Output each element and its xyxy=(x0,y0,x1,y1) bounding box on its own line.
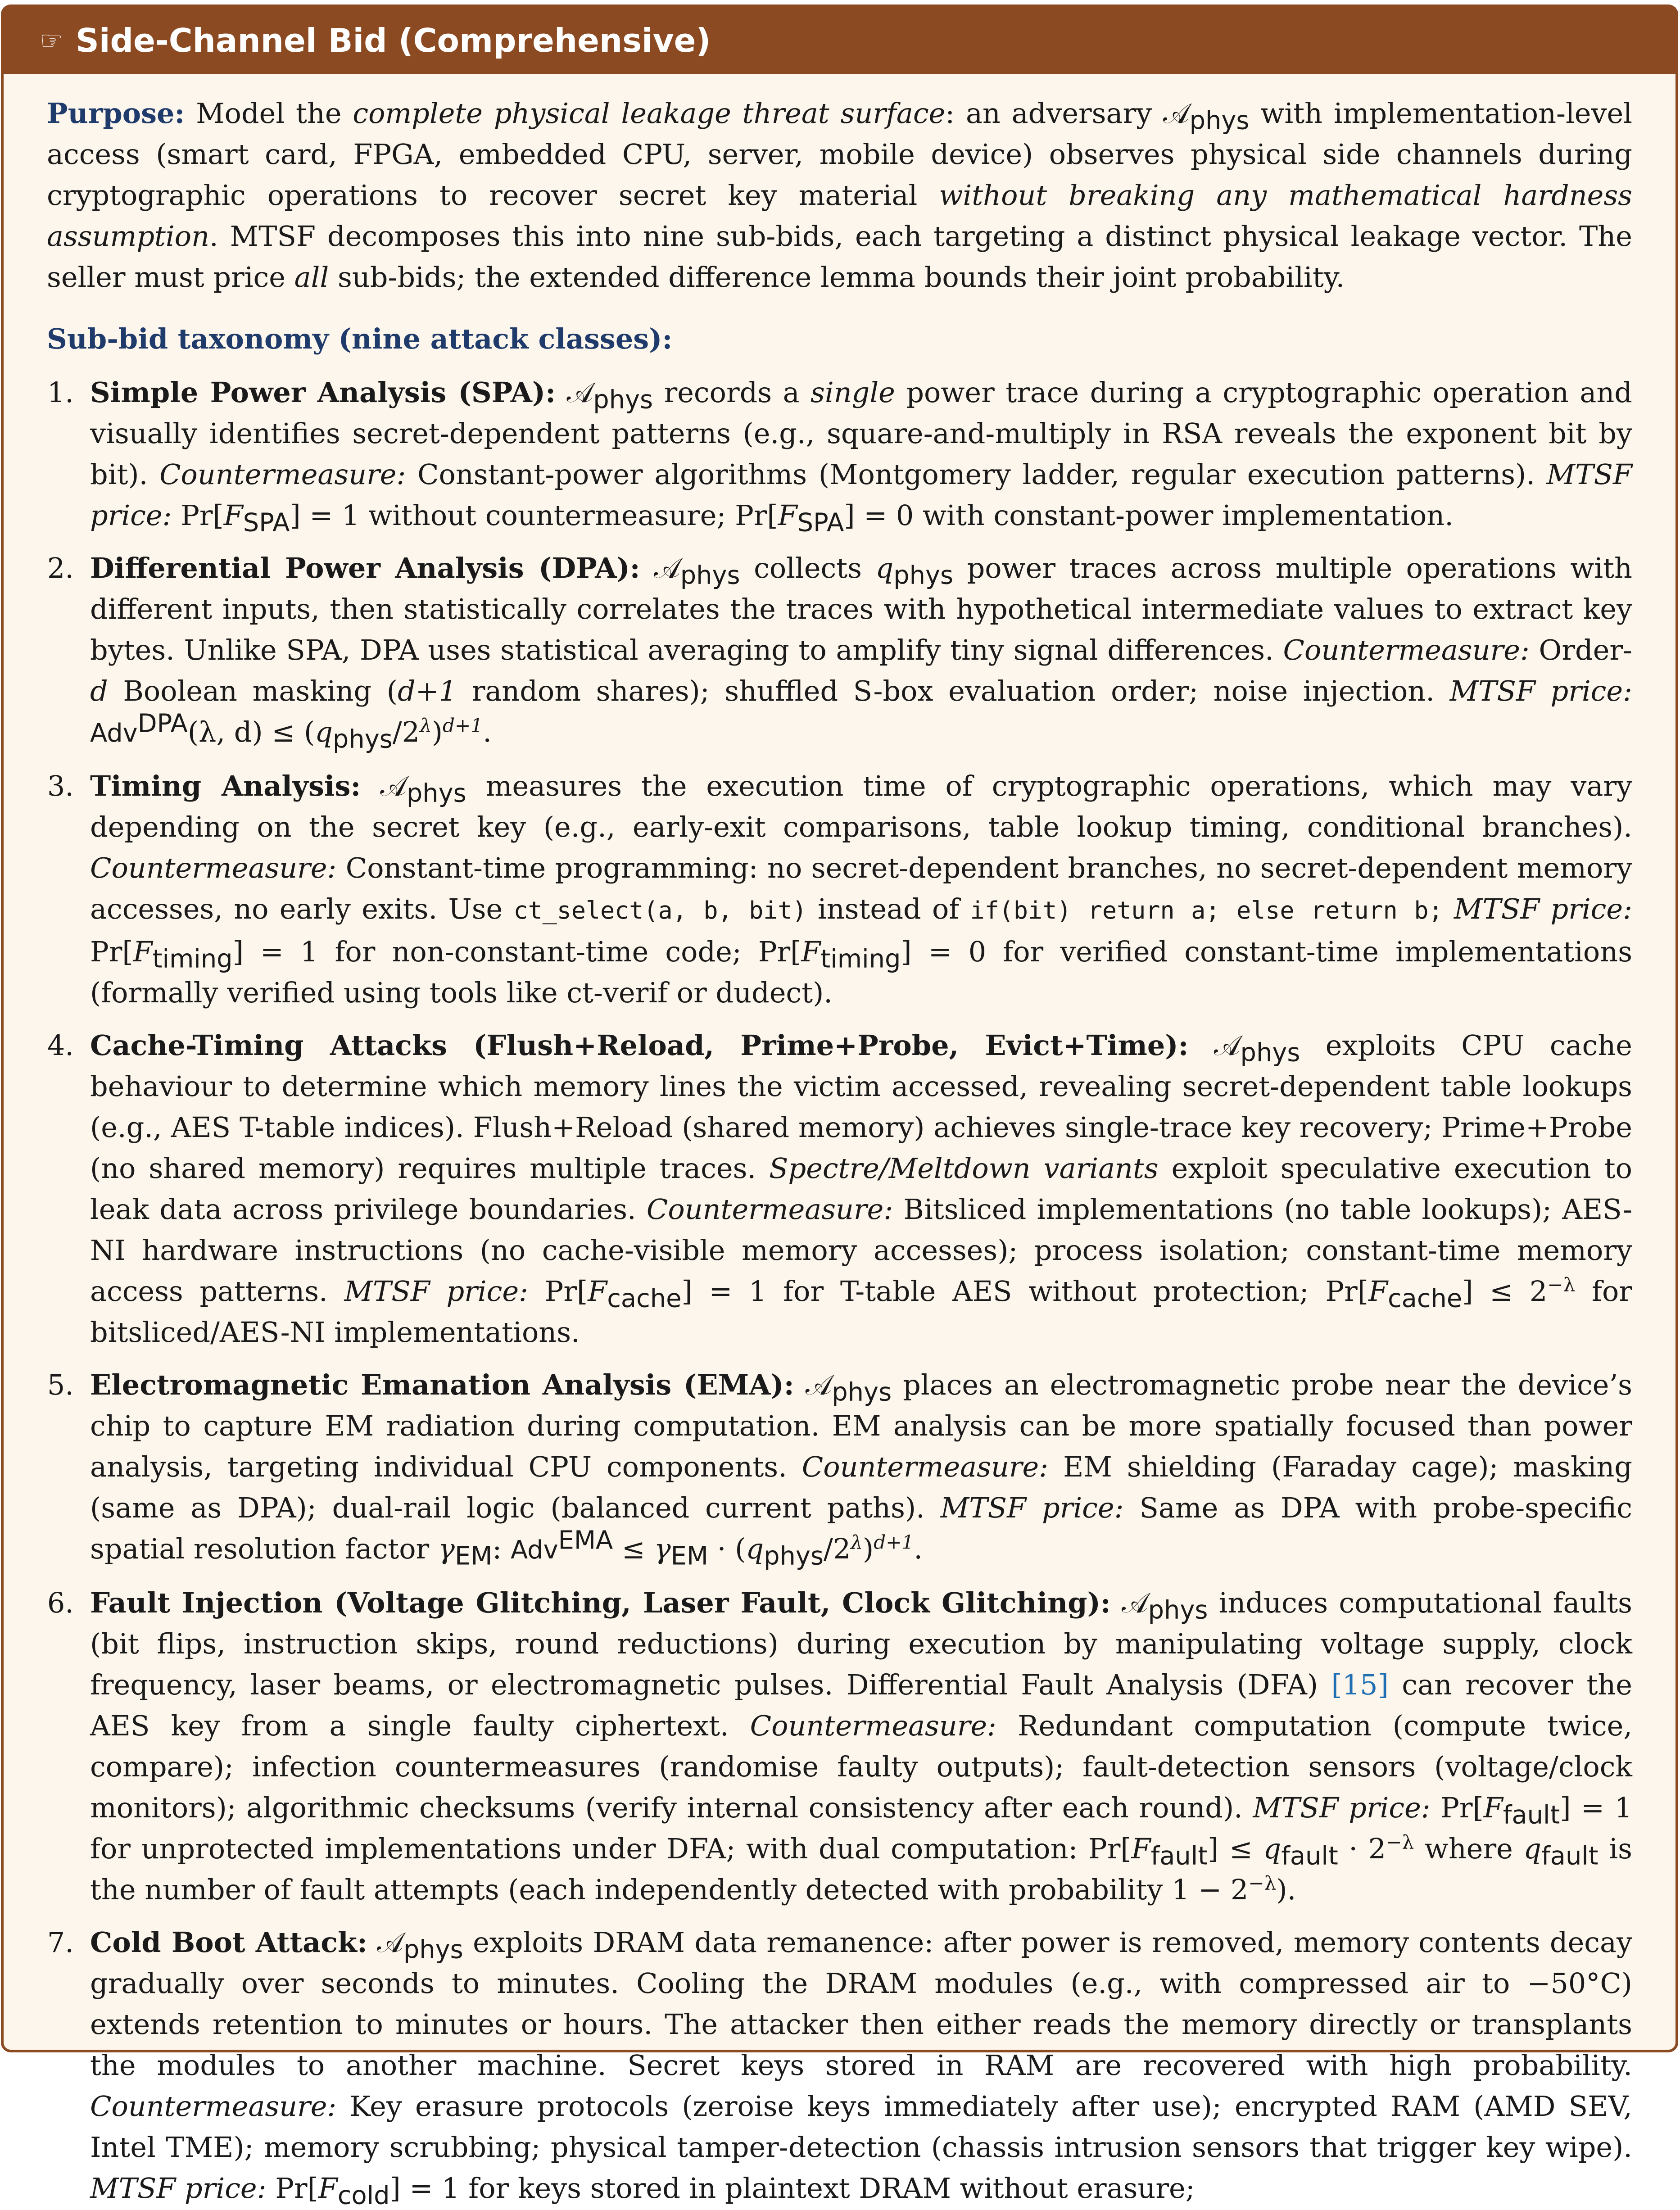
adversary-symbol: 𝒜$_{phys}$ xyxy=(566,376,653,415)
item-number: 4. xyxy=(47,1029,74,1062)
formula: $Pr[F_{timing}] = 1$ xyxy=(90,935,318,974)
list-item-ema: 5. Electromagnetic Emanation Analysis (EMA): 𝒜$_{phys}$ places an electromagnetic probe near the device’s chip to capture EM radiation during computation. EM analysis can be more spatially focused than power analysis, targeting individual CPU components. Countermeasure: EM shielding (Faraday cage); masking (same as DPA); dual-rail logic (balanced current paths). MTSF price: Same as DPA with probe-specific spatial resolution factor $\gamma_{EM}$: $Adv^{EMA} \le \gamma_{EM} \cdot (q_{phys}/2^\lambda)^{d+1}$. xyxy=(47,1364,1632,1571)
code-snippet: ct_select(a, b, bit) xyxy=(513,897,807,924)
list-item-timing: 3. Timing Analysis: 𝒜$_{phys}$ measures the execution time of cryptographic operations, which may vary depending on the secret key (e.g., early-exit comparisons, table lookup timing, conditional branches). Countermeasure: Constant-time programming: no secret-dependent branches, no secret-dependent memory accesses, no early exits. Use ct_select(a, b, bit) instead of if(bit) return a; else return b; MTSF price: $Pr[F_{timing}] = 1$ for non-constant-time code; $Pr[F_{timing}] = 0$ for verified constant-time implementations (formally verified using tools like ct-verif or dudect). xyxy=(47,765,1632,1013)
adversary-symbol: 𝒜$_{phys}$ xyxy=(377,1926,463,1965)
countermeasure-label: Countermeasure: xyxy=(750,1709,996,1742)
box-content xyxy=(4,74,1675,2209)
section-title: Sub-bid taxonomy (nine attack classes): xyxy=(47,322,673,355)
formula: $q_{fault}$ xyxy=(1523,1832,1598,1871)
citation-link[interactable]: [15] xyxy=(1331,1668,1389,1701)
emphasis: complete physical leakage threat surface xyxy=(353,97,946,130)
formula: $q_{phys}$ xyxy=(875,552,954,590)
item-number: 3. xyxy=(47,770,74,802)
list-item-dpa: 2. Differential Power Analysis (DPA): 𝒜$_{phys}$ collects $q_{phys}$ power traces across multiple operations with different inputs, then statistically correlates the traces with hypothetical intermediate values to extract key bytes. Unlike SPA, DPA uses statistical averaging to amplify tiny signal differences. Countermeasure: Order-d Boolean masking (d+1 random shares); shuffled S-box evaluation order; noise injection. MTSF price: Adv$^{DPA}$(λ, $d) \le (q_{phys}/2^\lambda)^{d+1}$. xyxy=(47,548,1632,754)
box-title: Side-Channel Bid (Comprehensive) xyxy=(76,22,711,59)
code-snippet: if(bit) return a; else return b; xyxy=(970,897,1443,924)
adversary-symbol: 𝒜$_{phys}$ xyxy=(805,1368,892,1407)
countermeasure-label: Countermeasure: xyxy=(646,1193,893,1226)
side-channel-bid-box xyxy=(1,5,1678,2210)
adversary-symbol: 𝒜$_{phys}$ xyxy=(380,770,466,808)
formula: $Pr[F_{cache}] \le 2^{-\lambda}$ xyxy=(1325,1273,1576,1313)
price-label: MTSF price: xyxy=(1449,675,1632,707)
item-name: Simple Power Analysis (SPA): xyxy=(90,376,556,409)
emphasis: all xyxy=(294,261,329,294)
item-number: 6. xyxy=(47,1586,74,1619)
countermeasure-label: Countermeasure: xyxy=(90,851,337,884)
text: . MTSF decomposes this into nine sub-bids, each targeting a distinct physical leakage vector. The seller must price xyxy=(47,220,1632,294)
formula: $Pr[F_{SPA}] = 1$ xyxy=(181,499,360,538)
text: : an adversary xyxy=(945,97,1152,130)
text: with implementation-level access (smart card, FPGA, embedded CPU, server, mobile device) observes physical side channels during cryptographic operations to recover secret key material xyxy=(47,97,1633,212)
countermeasure-label: Countermeasure: xyxy=(802,1450,1049,1483)
text: sub-bids; the extended difference lemma bounds their joint probability. xyxy=(338,261,1345,294)
purpose-paragraph xyxy=(47,93,1632,298)
formula: $Pr[F_{fault}] = 1$ xyxy=(1440,1791,1632,1830)
item-name: Timing Analysis: xyxy=(90,770,361,802)
adversary-symbol: 𝒜$_{phys}$ xyxy=(654,552,740,590)
item-name: Fault Injection (Voltage Glitching, Laser Fault, Clock Glitching): xyxy=(90,1586,1111,1619)
item-number: 7. xyxy=(47,1926,74,1959)
formula: Adv$^{DPA}$(λ, $d) \le (q_{phys}/2^\lambda)^{d+1}$. xyxy=(90,709,492,754)
price-label: MTSF price: xyxy=(90,2172,267,2205)
adversary-symbol: 𝒜$_{phys}$ xyxy=(1214,1029,1300,1068)
list-item-cache-timing: 4. Cache-Timing Attacks (Flush+Reload, Prime+Probe, Evict+Time): 𝒜$_{phys}$ exploits CPU cache behaviour to determine which memory lines the victim accessed, revealing secret-dependent table lookups (e.g., AES T-table indices). Flush+Reload (shared memory) achieves single-trace key recovery; Prime+Probe (no shared memory) requires multiple traces. Spectre/Meltdown variants exploit speculative execution to leak data across privilege boundaries. Countermeasure: Bitsliced implementations (no table lookups); AES-NI hardware instructions (no cache-visible memory accesses); process isolation; constant-time memory access patterns. MTSF price: $Pr[F_{cache}] = 1$ for T-table AES without protection; $Pr[F_{cache}] \le 2^{-\lambda}$ for bitsliced/AES-NI implementations. xyxy=(47,1025,1632,1353)
formula: $Pr[F_{timing}] = 0$ xyxy=(758,935,987,974)
price-label: MTSF price: xyxy=(90,458,1632,532)
formula: $Pr[F_{cold}] = 1$ xyxy=(275,2172,460,2210)
formula: $Pr[F_{cache}] = 1$ xyxy=(544,1275,767,1313)
pointing-hand-icon: ☞ xyxy=(40,25,63,56)
item-name: Cache-Timing Attacks (Flush+Reload, Prime+Probe, Evict+Time): xyxy=(90,1029,1189,1062)
price-label: MTSF price: xyxy=(1253,1791,1431,1824)
list-item-cold-boot: 7. Cold Boot Attack: 𝒜$_{phys}$ exploits DRAM data remanence: after power is removed, memory contents decay gradually over seconds to minutes. Cooling the DRAM modules (e.g., with compressed air to −50°C) extends retention to minutes or hours. The attacker then either reads the memory directly or transplants the modules to another machine. Secret keys stored in RAM are recovered with high probability. Countermeasure: Key erasure protocols (zeroise keys immediately after use); encrypted RAM (AMD SEV, Intel TME); memory scrubbing; physical tamper-detection (chassis intrusion sensors that trigger key wipe). MTSF price: $Pr[F_{cold}] = 1$ for keys stored in plaintext DRAM without erasure; xyxy=(47,1922,1632,2209)
item-name: Electromagnetic Emanation Analysis (EMA): xyxy=(90,1368,794,1401)
text: Model the xyxy=(196,97,342,130)
adversary-symbol: 𝒜$_{phys}$ xyxy=(1121,1586,1208,1625)
formula: $Pr[F_{SPA}] = 0$ xyxy=(735,499,914,538)
countermeasure-label: Countermeasure: xyxy=(1283,634,1530,666)
price-label: MTSF price: xyxy=(940,1491,1124,1524)
list-item-spa: 1. Simple Power Analysis (SPA): 𝒜$_{phys}$ records a single power trace during a cryptographic operation and visually identifies secret-dependent patterns (e.g., square-and-multiply in RSA reveals the exponent bit by bit). Countermeasure: Constant-power algorithms (Montgomery ladder, regular execution patterns). MTSF price: $Pr[F_{SPA}] = 1$ without countermeasure; $Pr[F_{SPA}] = 0$ with constant-power implementation. xyxy=(47,372,1632,536)
item-name: Cold Boot Attack: xyxy=(90,1926,367,1959)
item-number: 1. xyxy=(47,376,74,409)
emphasis: without breaking any mathematical hardness assumption xyxy=(47,179,1632,253)
formula: $\gamma_{EM}$: $Adv^{EMA} \le \gamma_{EM} \cdot (q_{phys}/2^\lambda)^{d+1}$. xyxy=(438,1526,923,1571)
price-label: MTSF price: xyxy=(344,1275,528,1308)
price-label: MTSF price: xyxy=(1454,892,1632,925)
item-name: Differential Power Analysis (DPA): xyxy=(90,552,640,584)
countermeasure-label: Countermeasure: xyxy=(90,2090,337,2123)
item-number: 2. xyxy=(47,552,74,584)
box-title-bar xyxy=(4,7,1675,74)
formula: $Pr[F_{fault}] \le q_{fault} \cdot 2^{-\lambda}$ xyxy=(1088,1831,1414,1871)
purpose-label: Purpose: xyxy=(47,97,185,130)
adversary-symbol: 𝒜$_{phys}$ xyxy=(1163,97,1250,136)
formula: $1 - 2^{-\lambda}$ xyxy=(1172,1872,1277,1906)
attack-class-list xyxy=(47,372,1632,2209)
item-number: 5. xyxy=(47,1368,74,1401)
countermeasure-label: Countermeasure: xyxy=(159,458,406,491)
list-item-fault-injection: 6. Fault Injection (Voltage Glitching, Laser Fault, Clock Glitching): 𝒜$_{phys}$ induces computational faults (bit flips, instruction skips, round reductions) during execution by manipulating voltage supply, clock frequency, laser beams, or electromagnetic pulses. Differential Fault Analysis (DFA) [15] can recover the AES key from a single faulty ciphertext. Countermeasure: Redundant computation (compute twice, compare); infection countermeasures (randomise faulty outputs); fault-detection sensors (voltage/clock monitors); algorithmic checksums (verify internal consistency after each round). MTSF price: $Pr[F_{fault}] = 1$ for unprotected implementations under DFA; with dual computation: $Pr[F_{fault}] \le q_{fault} \cdot 2^{-\lambda}$ where $q_{fault}$ is the number of fault attempts (each independently detected with probability $1 - 2^{-\lambda}$). xyxy=(47,1582,1632,1910)
